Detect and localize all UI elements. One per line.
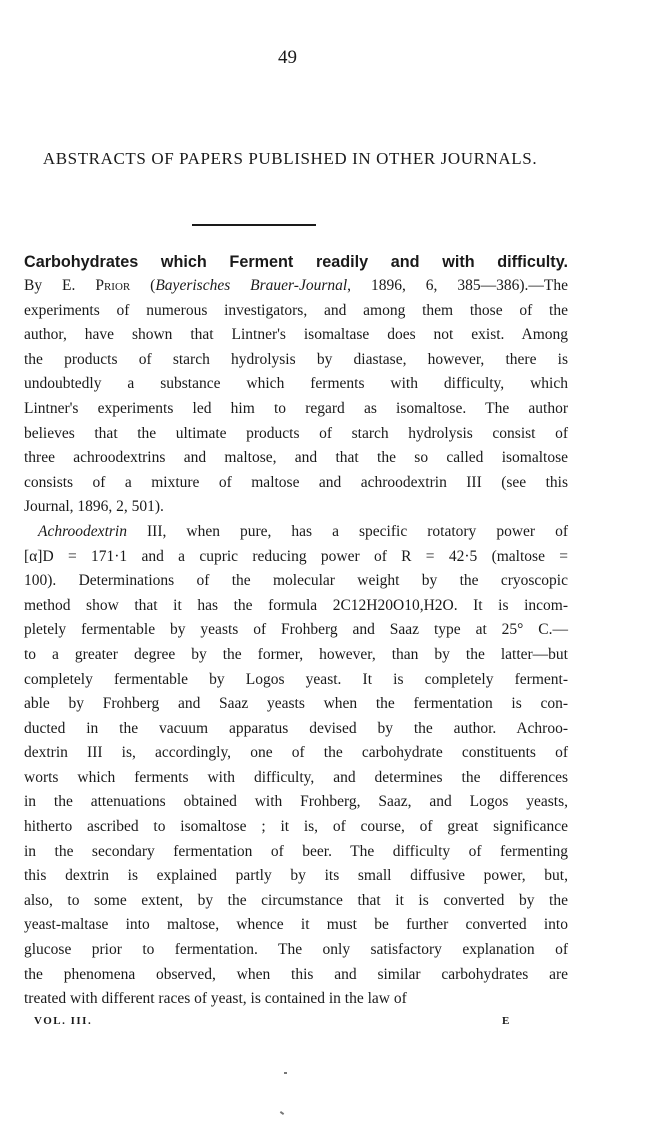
paragraph-1-line: Lintner's experiments led him to regard as isomaltose. The author bbox=[24, 399, 568, 417]
paragraph-2-line: in the secondary fermentation of beer. The difficulty of fermenting bbox=[24, 842, 568, 860]
scan-speck bbox=[284, 1072, 287, 1074]
paragraph-2-line: hitherto ascribed to isomaltose ; it is, of course, of great significance bbox=[24, 818, 568, 836]
byline-source: Bayerisches Brauer-Journal bbox=[155, 277, 348, 294]
paragraph-1-line: the products of starch hydrolysis by diastase, however, there is bbox=[24, 350, 568, 368]
byline: By E. Prior (Bayerisches Brauer-Journal, 1896, 6, 385—386).—The bbox=[24, 277, 568, 294]
abstract-article bbox=[24, 250, 568, 1012]
article-heading: Carbohydrates which Ferment readily and with difficulty. bbox=[24, 253, 568, 271]
paragraph-2-line: method show that it has the formula 2C12H20O10,H2O. It is incom- bbox=[24, 596, 568, 614]
scan-speck bbox=[280, 1111, 284, 1115]
paragraph-2-line: the phenomena observed, when this and similar carbohydrates are bbox=[24, 965, 568, 983]
paragraph-1-line: Journal, 1896, 2, 501). bbox=[24, 498, 164, 516]
title-rule bbox=[192, 224, 316, 226]
footer-signature: E bbox=[502, 1015, 510, 1027]
paragraph-2-line: able by Frohberg and Saaz yeasts when the fermentation is con- bbox=[24, 695, 568, 713]
byline-citation: , 1896, 6, 385—386).—The bbox=[347, 277, 568, 294]
paragraph-1-line: consists of a mixture of maltose and achroodextrin III (see this bbox=[24, 473, 568, 491]
paragraph-2-line: to a greater degree by the former, however, than by the latter—but bbox=[24, 645, 568, 663]
section-title: ABSTRACTS OF PAPERS PUBLISHED IN OTHER JOURNALS. bbox=[42, 149, 538, 168]
paragraph-2-line: this dextrin is explained partly by its small diffusive power, but, bbox=[24, 867, 568, 885]
paragraph-2-italic-term: Achroodextrin bbox=[38, 522, 127, 540]
byline-by: By E. bbox=[24, 277, 76, 294]
paragraph-1-line: three achroodextrins and maltose, and that the so called isomaltose bbox=[24, 449, 568, 467]
byline-author: Prior bbox=[95, 277, 131, 294]
paragraph-2-line: pletely fermentable by yeasts of Frohberg and Saaz type at 25° C.— bbox=[24, 621, 568, 639]
paragraph-1 bbox=[24, 299, 568, 520]
paragraph-2-line: glucose prior to fermentation. The only satisfactory explanation of bbox=[24, 941, 568, 959]
paragraph-2-line: also, to some extent, by the circumstance that it is converted by the bbox=[24, 891, 568, 909]
paragraph-2-line: 100). Determinations of the molecular weight by the cryoscopic bbox=[24, 572, 568, 590]
paragraph-2-line: [α]D = 171·1 and a cupric reducing power of R = 42·5 (maltose = bbox=[24, 547, 568, 565]
paragraph-1-line: believes that the ultimate products of starch hydrolysis consist of bbox=[24, 424, 568, 442]
paragraph-2-line: dextrin III is, accordingly, one of the carbohydrate constituents of bbox=[24, 744, 568, 762]
page-number: 49 bbox=[278, 47, 297, 68]
paragraph-2-line: yeast-maltase into maltose, whence it must be further converted into bbox=[24, 916, 568, 934]
paragraph-2-line: completely fermentable by Logos yeast. It is completely ferment- bbox=[24, 670, 568, 688]
paragraph-2 bbox=[24, 545, 568, 1012]
footer-volume: VOL. III. bbox=[34, 1015, 93, 1027]
paragraph-2-line: worts which ferments with difficulty, and determines the differences bbox=[24, 768, 568, 786]
paragraph-2-first-rest: III, when pure, has a specific rotatory power of bbox=[126, 522, 568, 540]
paragraph-1-line: experiments of numerous investigators, and among them those of the bbox=[24, 301, 568, 319]
paragraph-2-first-line bbox=[24, 520, 568, 545]
paragraph-2-line: in the attenuations obtained with Frohberg, Saaz, and Logos yeasts, bbox=[24, 793, 568, 811]
paragraph-2-line: ducted in the vacuum apparatus devised by the author. Achroo- bbox=[24, 719, 568, 737]
paragraph-1-line: author, have shown that Lintner's isomaltase does not exist. Among bbox=[24, 326, 568, 344]
paragraph-2-line: treated with different races of yeast, is contained in the law of bbox=[24, 990, 407, 1008]
paragraph-1-line: undoubtedly a substance which ferments with difficulty, which bbox=[24, 375, 568, 393]
